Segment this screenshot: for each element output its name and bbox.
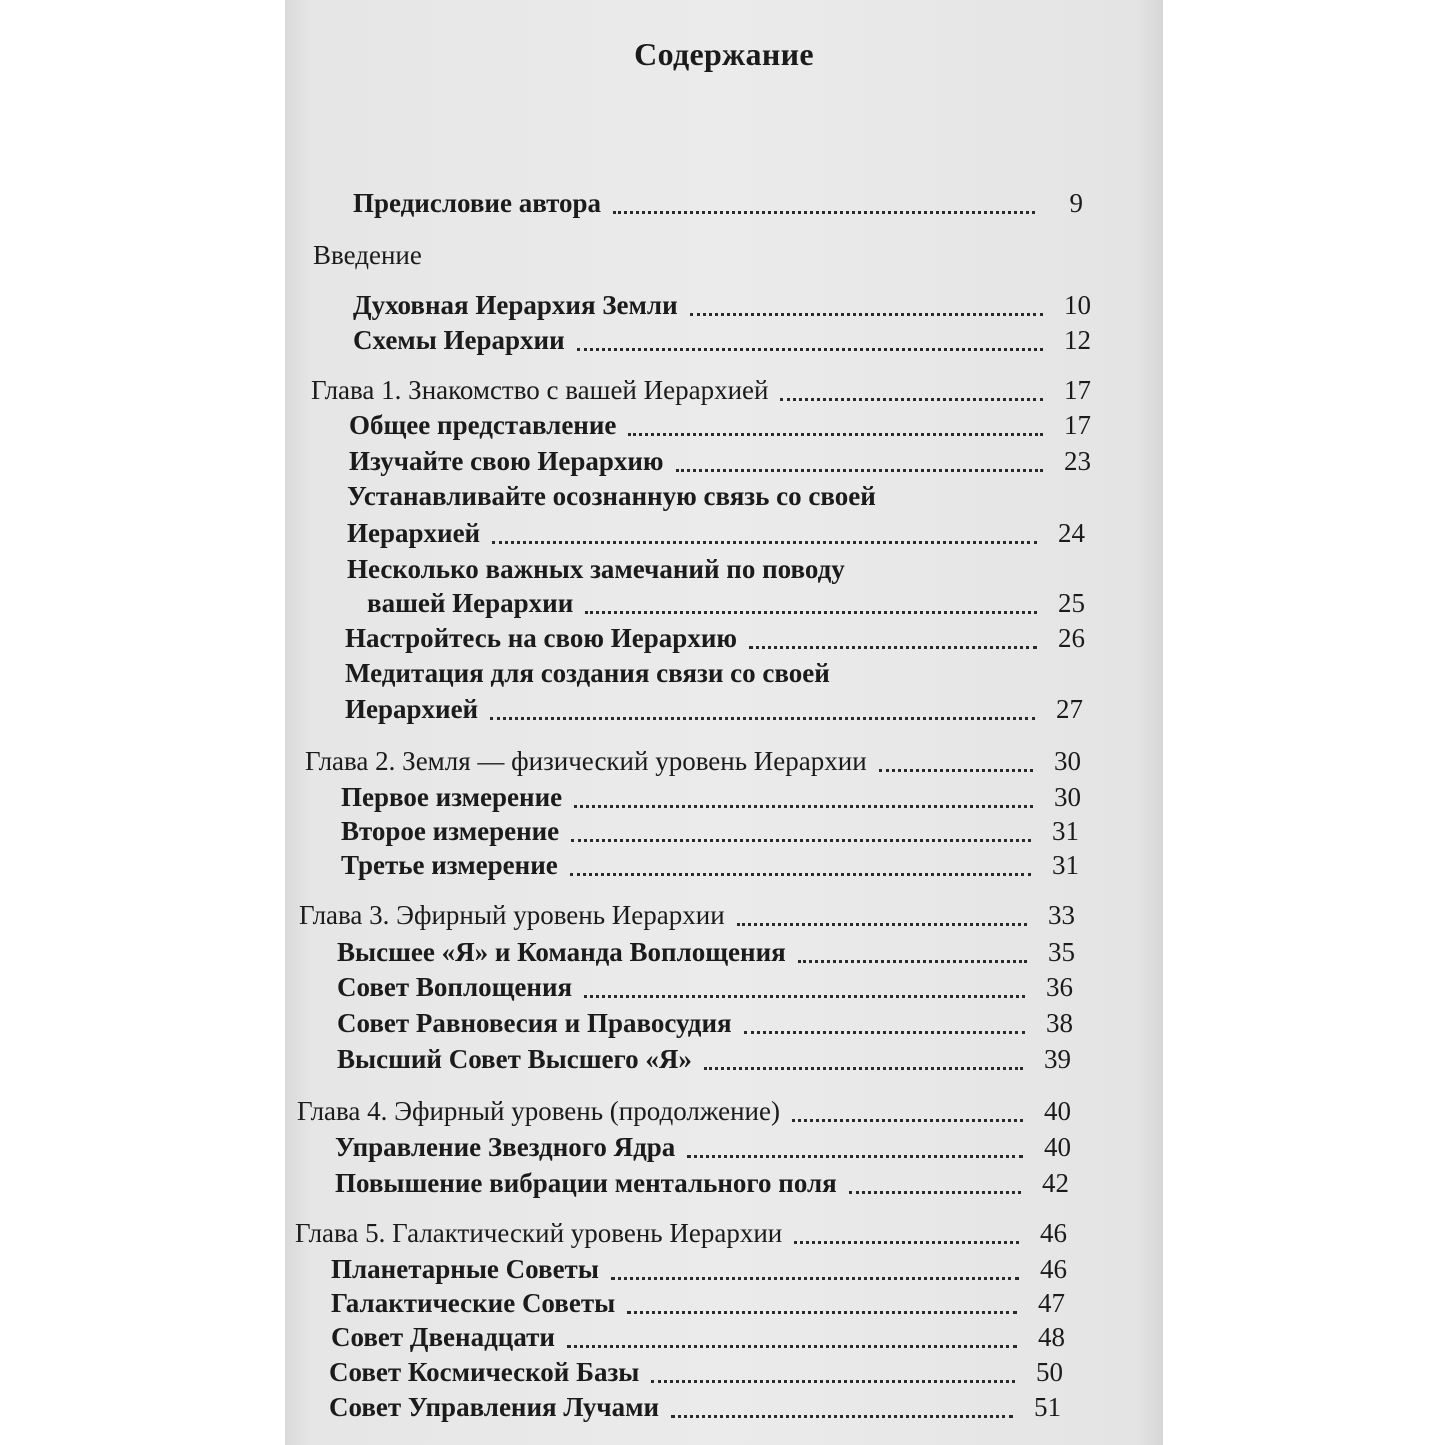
toc-entry-label: Глава 3. Эфирный уровень Иерархии	[299, 900, 725, 930]
toc-page-number: 38	[1046, 1008, 1073, 1038]
toc-entry-label: Совет Космической Базы	[329, 1357, 640, 1387]
toc-page-number: 25	[1058, 588, 1085, 618]
dot-leader	[571, 819, 1031, 842]
toc-page-number: 33	[1048, 900, 1075, 930]
dot-leader	[490, 697, 1035, 720]
toc-entry	[353, 290, 1091, 320]
toc-page-number: 27	[1056, 694, 1083, 724]
toc-entry-label: Высшее «Я» и Команда Воплощения	[337, 937, 786, 967]
dot-leader	[584, 975, 1025, 998]
toc-entry	[341, 850, 1079, 880]
toc-entry	[347, 518, 1085, 548]
toc-entry-label: Общее представление	[349, 410, 617, 440]
dot-leader	[690, 293, 1043, 316]
dot-leader	[744, 1011, 1025, 1034]
toc-entry-label: Повышение вибрации ментального поля	[335, 1168, 837, 1198]
toc-page-number: 30	[1054, 746, 1081, 776]
toc-page-number: 50	[1036, 1357, 1063, 1387]
dot-leader	[780, 378, 1043, 401]
toc-entry-label: Высший Совет Высшего «Я»	[337, 1044, 692, 1074]
toc-entry	[305, 746, 1081, 776]
toc-page-number: 46	[1040, 1254, 1067, 1284]
toc-entry	[311, 375, 1091, 405]
dot-leader	[570, 853, 1031, 876]
toc-entry-label: Глава 5. Галактический уровень Иерархии	[295, 1218, 783, 1248]
toc-page-number: 26	[1058, 623, 1085, 653]
toc-entry-label: Настройтесь на свою Иерархию	[345, 623, 738, 653]
dot-leader	[492, 521, 1037, 544]
toc-entry	[335, 1168, 1069, 1198]
book-page	[285, 0, 1163, 1445]
toc-page-number: 39	[1044, 1044, 1071, 1074]
toc-page-number: 42	[1042, 1168, 1069, 1198]
toc-entry-label: Глава 4. Эфирный уровень (продолжение)	[297, 1096, 780, 1126]
dot-leader	[613, 191, 1035, 214]
dot-leader	[749, 626, 1037, 649]
toc-entry-label: Совет Управления Лучами	[329, 1392, 660, 1422]
dot-leader	[704, 1047, 1023, 1070]
toc-entry-label: Третье измерение	[341, 850, 558, 880]
toc-entry	[345, 623, 1085, 653]
toc-entry-label: Духовная Иерархия Земли	[353, 290, 678, 320]
dot-leader	[628, 413, 1043, 436]
toc-entry	[345, 694, 1083, 724]
toc-entry	[295, 1218, 1067, 1248]
dot-leader	[879, 749, 1033, 772]
toc-page-number: 24	[1058, 518, 1085, 548]
toc-page-number: 17	[1064, 410, 1091, 440]
page-title: Содержание	[634, 36, 814, 72]
toc-entry	[337, 1008, 1073, 1038]
toc-entry-label: Иерархией	[345, 694, 479, 724]
toc-entry	[297, 1096, 1071, 1126]
toc-entry-label: Предисловие автора	[353, 188, 602, 218]
toc-page-number: 47	[1038, 1288, 1065, 1318]
toc-entry	[341, 782, 1081, 812]
toc-heading: Введение	[313, 240, 422, 270]
toc-page-number: 48	[1038, 1322, 1065, 1352]
toc-entry	[367, 588, 1085, 618]
toc-heading: Устанавливайте осознанную связь со своей	[347, 481, 876, 511]
toc-page-number: 46	[1040, 1218, 1067, 1248]
toc-heading: Несколько важных замечаний по поводу	[347, 554, 845, 584]
dot-leader	[849, 1171, 1021, 1194]
toc-entry	[353, 325, 1091, 355]
toc-entry-label: Совет Двенадцати	[331, 1322, 555, 1352]
toc-page-number: 51	[1034, 1392, 1061, 1422]
toc-page-number: 12	[1064, 325, 1091, 355]
toc-entry-label: вашей Иерархии	[367, 588, 574, 618]
toc-page-number: 31	[1052, 816, 1079, 846]
toc-entry-label: Схемы Иерархии	[353, 325, 565, 355]
toc-page-number: 35	[1048, 937, 1075, 967]
toc-entry	[341, 816, 1079, 846]
toc-entry	[335, 1132, 1071, 1162]
toc-page-number: 31	[1052, 850, 1079, 880]
toc-entry	[329, 1392, 1061, 1422]
dot-leader	[798, 940, 1027, 963]
toc-entry	[337, 1044, 1071, 1074]
dot-leader	[671, 1395, 1013, 1418]
toc-entry-label: Глава 2. Земля — физический уровень Иерархии	[305, 746, 867, 776]
toc-heading: Медитация для создания связи со своей	[345, 658, 830, 688]
toc-entry-label: Второе измерение	[341, 816, 560, 846]
toc-entry-label: Изучайте свою Иерархию	[349, 446, 664, 476]
dot-leader	[676, 449, 1043, 472]
dot-leader	[567, 1325, 1017, 1348]
toc-entry	[349, 410, 1091, 440]
dot-leader	[611, 1257, 1019, 1280]
toc-page-number: 17	[1064, 375, 1091, 405]
toc-entry	[329, 1357, 1063, 1387]
toc-entry-label: Первое измерение	[341, 782, 563, 812]
dot-leader	[792, 1099, 1023, 1122]
dot-leader	[794, 1221, 1019, 1244]
dot-leader	[627, 1291, 1017, 1314]
toc-page-number: 36	[1046, 972, 1073, 1002]
toc-page-number: 40	[1044, 1132, 1071, 1162]
toc-entry-label: Управление Звездного Ядра	[335, 1132, 676, 1162]
toc-entry	[331, 1322, 1065, 1352]
toc-entry-label: Глава 1. Знакомство с вашей Иерархией	[311, 375, 769, 405]
dot-leader	[585, 591, 1037, 614]
dot-leader	[687, 1135, 1023, 1158]
toc-entry	[337, 972, 1073, 1002]
toc-page-number: 9	[1069, 188, 1083, 218]
toc-entry	[299, 900, 1075, 930]
toc-entry-label: Иерархией	[347, 518, 481, 548]
toc-entry	[331, 1254, 1067, 1284]
toc-entry	[349, 446, 1091, 476]
dot-leader	[651, 1360, 1015, 1383]
toc-entry	[331, 1288, 1065, 1318]
toc-page-number: 40	[1044, 1096, 1071, 1126]
toc-page-number: 30	[1054, 782, 1081, 812]
toc-page-number: 23	[1064, 446, 1091, 476]
dot-leader	[737, 903, 1027, 926]
toc-entry-label: Галактические Советы	[331, 1288, 616, 1318]
toc-entry	[353, 188, 1083, 218]
dot-leader	[574, 785, 1033, 808]
toc-entry-label: Совет Воплощения	[337, 972, 573, 1002]
dot-leader	[577, 328, 1043, 351]
toc-entry	[337, 937, 1075, 967]
toc-page-number: 10	[1064, 290, 1091, 320]
toc-entry-label: Совет Равновесия и Правосудия	[337, 1008, 732, 1038]
toc-entry-label: Планетарные Советы	[331, 1254, 599, 1284]
table-of-contents	[285, 0, 1163, 1445]
